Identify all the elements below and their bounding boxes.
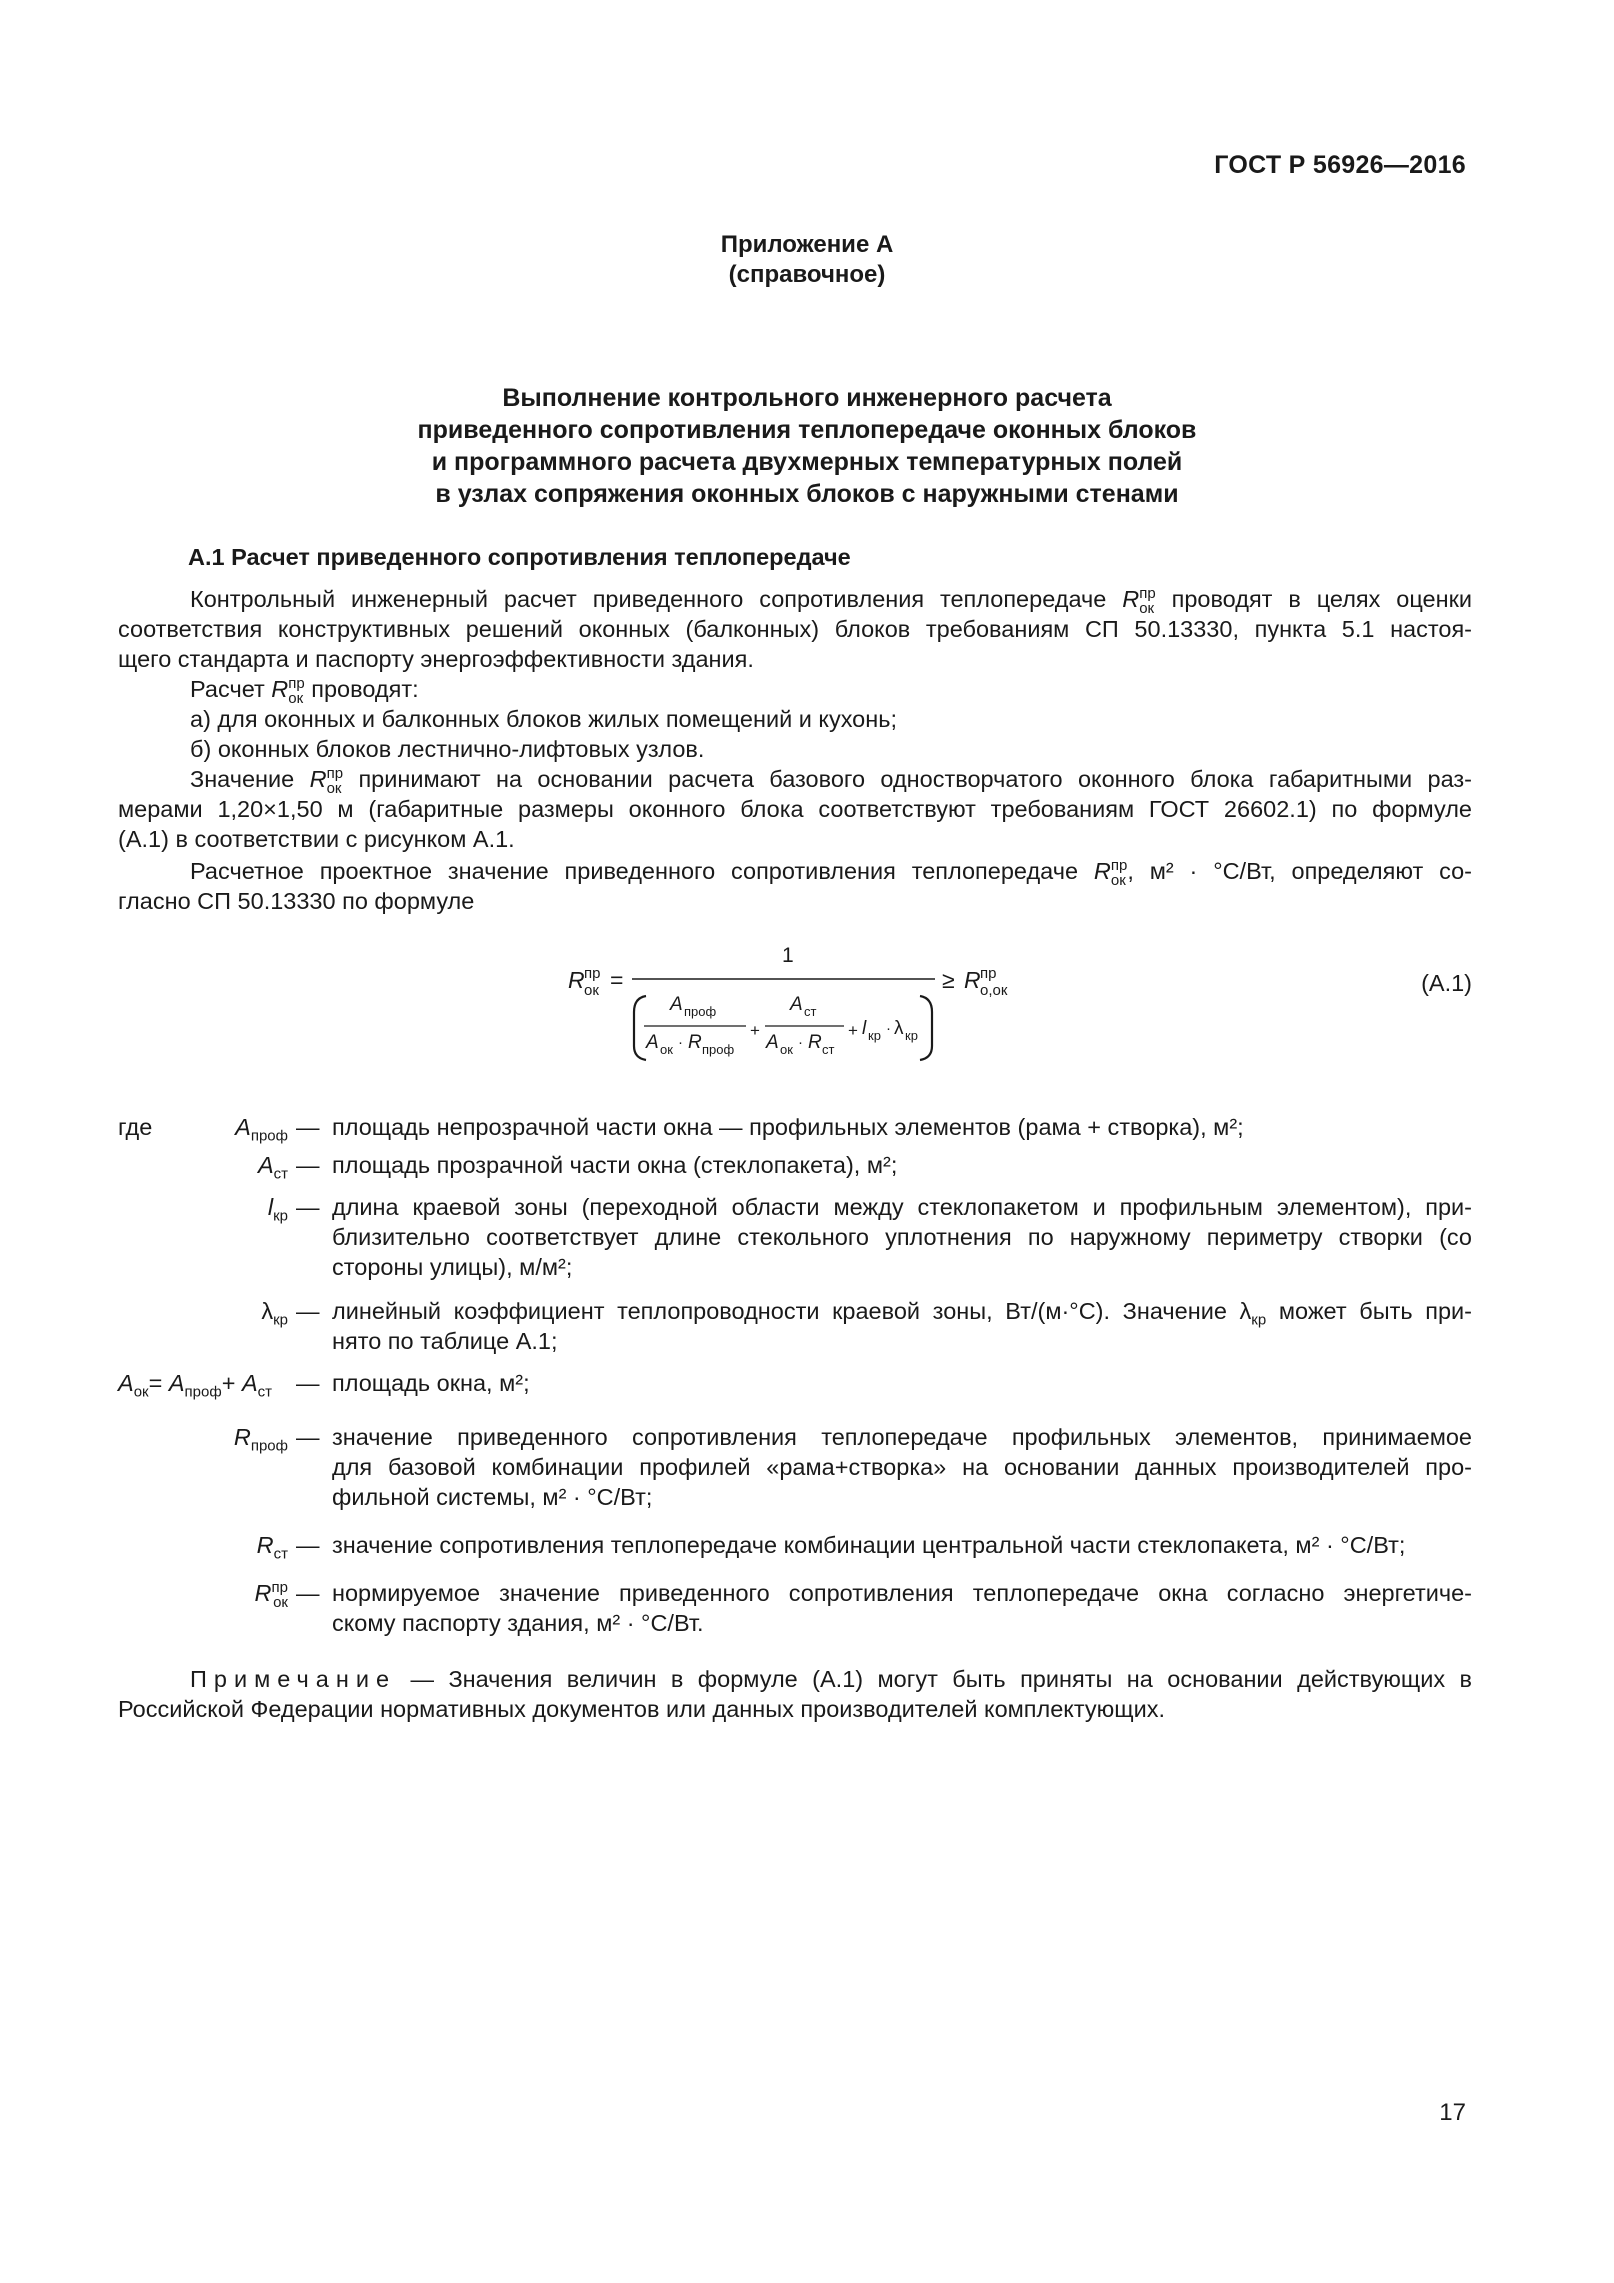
plus-1: + (750, 1021, 760, 1040)
appendix-kind: (справочное) (728, 261, 886, 288)
sub: проф (250, 1127, 288, 1145)
def-dash: — (296, 1424, 320, 1450)
sub: ок (1139, 600, 1155, 617)
sub: ок (273, 1594, 288, 1611)
formula-lhs-sub: ок (584, 982, 599, 999)
paragraph-line: соответствия конструктивных решений оконных (балконных) блоков требованиям СП 50.13330, пункта 5.1 настоя- (118, 616, 1472, 642)
page-number: 17 (1439, 2099, 1466, 2126)
formula-rhs-sup: пр (980, 965, 997, 982)
term2-Aok: А (766, 1032, 779, 1053)
def-text-line: нормируемое значение приведенного сопротивления теплопередаче окна согласно энергетиче- (332, 1580, 1472, 1606)
text-run: Расчетное проектное значение приведенного сопротивления теплопередаче (190, 858, 1079, 884)
paren-right (920, 996, 932, 1060)
sup: пр (271, 1579, 288, 1596)
text-run: линейный коэффициент теплопроводности краевой зоны, Вт/(м·°С). Значение (332, 1298, 1227, 1324)
symbol-R: R (1122, 586, 1140, 612)
list-item: а) для оконных и балконных блоков жилых помещений и кухонь; (190, 706, 897, 732)
formula-geq: ≥ (942, 967, 955, 993)
note-line (190, 1664, 1472, 1694)
sup-sub (1139, 586, 1155, 616)
symbol-lambda: λ (261, 1298, 274, 1324)
paragraph-line: (А.1) в соответствии с рисунком А.1. (118, 826, 515, 852)
symbol-R: R (256, 1532, 274, 1558)
note-line: Российской Федерации нормативных документов или данных производителей комплектующих. (118, 1696, 1165, 1722)
term2-Aok-sub: ок (780, 1042, 793, 1057)
formula-lhs-sup: пр (584, 965, 601, 982)
def-term (267, 1192, 288, 1225)
def-text-line: длина краевой зоны (переходной области между стеклопакетом и профильным элементом), при- (332, 1194, 1472, 1220)
sup-sub (288, 676, 304, 706)
sub: ст (273, 1545, 288, 1563)
def-term (261, 1296, 288, 1329)
symbol-A: А (257, 1152, 274, 1178)
def-text: площадь непрозрачной части окна — профильных элементов (рама + створка), м²; (332, 1114, 1244, 1140)
paragraph-line (190, 584, 1472, 616)
symbol-R: R (254, 1580, 272, 1606)
term2-A: А (790, 994, 803, 1015)
def-dash: — (296, 1532, 320, 1558)
text-run: принимают на основании расчета базового одностворчатого оконного блока габаритными раз- (358, 766, 1472, 792)
def-text: значение сопротивления теплопередаче комбинации центральной части стеклопакета, м² · °С/Вт; (332, 1532, 1406, 1558)
term3-l-sub: кр (868, 1028, 881, 1043)
symbol-R: R (271, 676, 289, 702)
def-text-line: нято по таблице А.1; (332, 1328, 558, 1354)
heading-line: Выполнение контрольного инженерного расчета (502, 384, 1112, 412)
def-text-line: близительно соответствует длине стекольного уплотнения по наружному периметру створки (со (332, 1224, 1472, 1250)
term1-Aok-sub: ок (660, 1042, 673, 1057)
sub: ок (133, 1383, 149, 1401)
sup: пр (1110, 857, 1128, 874)
term3-lambda-sub: кр (905, 1028, 918, 1043)
formula-a1 (560, 940, 1120, 1070)
def-term (255, 1578, 288, 1610)
sub: ок (326, 780, 342, 797)
term3-lambda: λ (894, 1018, 904, 1039)
note-dash: — (410, 1666, 434, 1692)
text-run: , м² · °С/Вт, определяют со- (1127, 858, 1472, 884)
term2-dot: · (798, 1034, 803, 1051)
text-run: проводят в целях оценки (1171, 586, 1472, 612)
document-header: ГОСТ Р 56926—2016 (1214, 151, 1466, 179)
sub: проф (184, 1383, 222, 1401)
def-dash: — (296, 1298, 320, 1324)
note-label: Примечание (190, 1666, 397, 1692)
def-term (257, 1150, 288, 1183)
text-run: Контрольный инженерный расчет приведенного сопротивления теплопередаче (190, 586, 1107, 612)
term2-R-sub: ст (822, 1042, 835, 1057)
symbol-A: А (235, 1114, 251, 1140)
term1-R-sub: проф (702, 1042, 735, 1057)
sup: пр (1139, 585, 1156, 602)
def-dash: — (296, 1114, 320, 1140)
def-text-line: стороны улицы), м/м²; (332, 1254, 573, 1280)
defs-intro: где (118, 1114, 153, 1140)
sub: проф (250, 1437, 288, 1455)
symbol-l: l (267, 1194, 274, 1220)
formula-equals: = (610, 967, 624, 993)
paren-left (634, 996, 646, 1060)
symbol-R: R (1093, 858, 1111, 884)
def-dash: — (296, 1194, 320, 1220)
paragraph-line (190, 674, 419, 706)
formula-numerator: 1 (782, 944, 794, 967)
symbol-A: А (168, 1370, 185, 1396)
text-run: Значения величин в формуле (А.1) могут быть приняты на основании действующих в (448, 1666, 1473, 1692)
sub: кр (273, 1311, 288, 1329)
paragraph-line: щего стандарта и паспорту энергоэффективности здания. (118, 646, 754, 672)
sup-sub (272, 1580, 288, 1610)
plus-2: + (848, 1021, 858, 1040)
term1-sub: проф (684, 1004, 717, 1019)
list-item: б) оконных блоков лестнично-лифтовых узлов. (190, 736, 705, 762)
term1-dot: · (678, 1034, 683, 1051)
def-term: $А_{ок}= А_{проф}+ А_{ст}$ (118, 1370, 273, 1401)
def-text-line: значение приведенного сопротивления теплопередаче профильных элементов, принимаемое (332, 1424, 1472, 1450)
heading-line: в узлах сопряжения оконных блоков с наружными стенами (435, 480, 1179, 508)
term1-R: R (688, 1032, 702, 1053)
term2-R: R (808, 1032, 822, 1053)
def-text-line: скому паспорту здания, м² · °С/Вт. (332, 1610, 704, 1636)
sup: пр (326, 765, 344, 782)
def-dash: — (296, 1152, 320, 1178)
paragraph-line (190, 856, 1472, 888)
def-text-line: фильной системы, м² · °С/Вт; (332, 1484, 653, 1510)
def-term (235, 1112, 288, 1145)
sub: кр (1251, 1311, 1267, 1329)
term1-Aok: А (646, 1032, 659, 1053)
paragraph-line: гласно СП 50.13330 по формуле (118, 888, 475, 914)
term3-l: l (862, 1018, 867, 1039)
equation-number: (А.1) (1421, 970, 1472, 996)
def-text-line (332, 1296, 1472, 1329)
term2-sub: ст (804, 1004, 817, 1019)
text-run: проводят: (311, 676, 419, 702)
sub: ок (1110, 872, 1126, 889)
paragraph-line: мерами 1,20×1,50 м (габаритные размеры оконного блока соответствуют требованиям ГОСТ 26602.1) по формуле (118, 796, 1472, 822)
sub: ст (273, 1165, 288, 1183)
symbol-R: R (309, 766, 327, 792)
section-heading: А.1 Расчет приведенного сопротивления теплопередаче (188, 544, 851, 570)
sub: ст (257, 1383, 273, 1401)
def-text: площадь прозрачной части окна (стеклопакета), м²; (332, 1152, 898, 1178)
formula-lhs-R: R (568, 967, 585, 993)
def-text: площадь окна, м²; (332, 1370, 530, 1396)
symbol-lambda: λ (1239, 1298, 1252, 1324)
sub: кр (273, 1207, 288, 1225)
sup-sub (1111, 858, 1127, 888)
formula-rhs-R: R (964, 967, 981, 993)
symbol-R: R (233, 1424, 251, 1450)
text-run: может быть при- (1278, 1298, 1472, 1324)
term3-dot: · (886, 1020, 891, 1037)
sub: ок (288, 690, 304, 707)
sup: пр (288, 675, 305, 692)
symbol-A: А (118, 1370, 134, 1396)
symbol-A: А (241, 1370, 258, 1396)
def-dash: — (296, 1580, 320, 1606)
heading-line: приведенного сопротивления теплопередаче оконных блоков (417, 416, 1197, 444)
text-run: Значение (190, 766, 295, 792)
def-text-line: для базовой комбинации профилей «рама+створка» на основании данных производителей про- (332, 1454, 1472, 1480)
text-run: Расчет (190, 676, 265, 702)
def-term (256, 1530, 288, 1563)
formula-rhs-sub: о,ок (980, 982, 1008, 999)
def-term (233, 1422, 288, 1455)
appendix-heading (0, 382, 1614, 510)
term1-A: А (670, 994, 683, 1015)
heading-line: и программного расчета двухмерных температурных полей (431, 448, 1183, 476)
appendix-title: Приложение А (720, 231, 894, 258)
sup-sub (327, 766, 343, 796)
paragraph-line (190, 764, 1472, 796)
def-dash: — (296, 1370, 320, 1396)
